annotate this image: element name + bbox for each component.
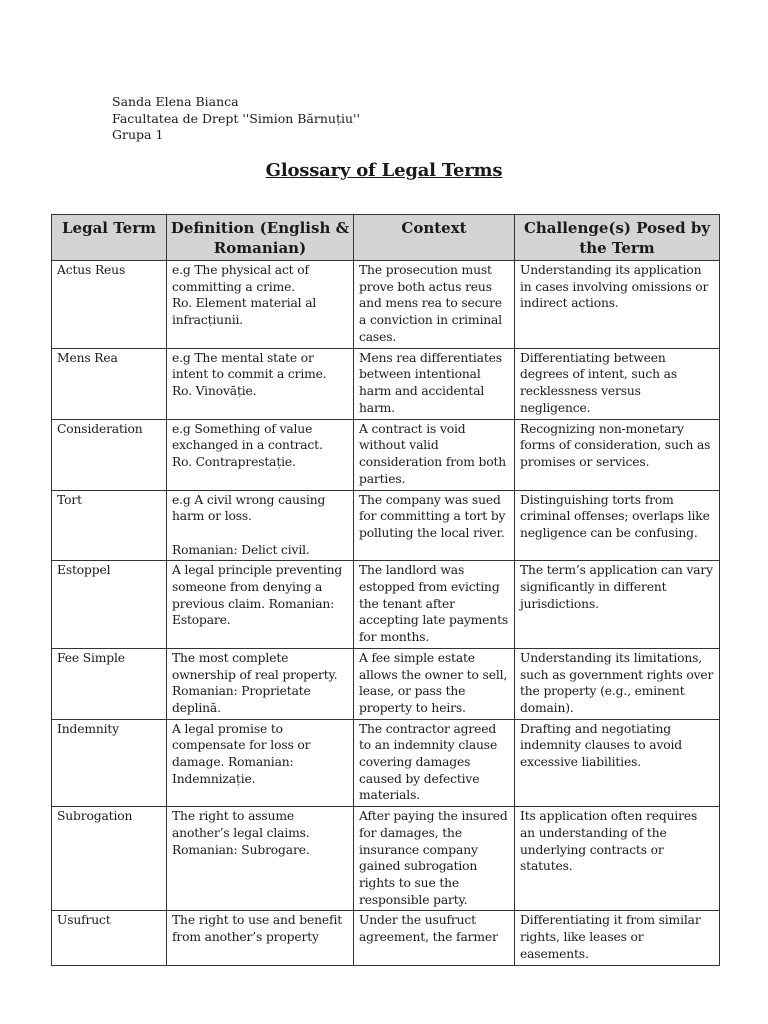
page-title: Glossary of Legal Terms [265,160,503,181]
table-row [52,490,720,561]
document-header [112,94,360,144]
definition-cell: e.g The physical act of committing a crime. Ro. Element material al infracțiunii. [167,261,354,349]
context-cell: The prosecution must prove both actus reus and mens rea to secure a conviction in criminal cases. [354,261,515,349]
challenge-cell: Distinguishing torts from criminal offenses; overlaps like negligence can be confusing. [515,490,720,561]
challenge-cell: Understanding its application in cases involving omissions or indirect actions. [515,261,720,349]
faculty-name: Facultatea de Drept ''Simion Bărnuțiu'' [112,110,360,126]
definition-cell: The most complete ownership of real property. Romanian: Proprietate deplină. [167,648,354,719]
challenge-cell: Drafting and negotiating indemnity clauses to avoid excessive liabilities. [515,719,720,807]
context-cell: Mens rea differentiates between intentional harm and accidental harm. [354,348,515,419]
context-cell: After paying the insured for damages, the insurance company gained subrogation rights to sue the responsible party. [354,807,515,911]
term-cell: Mens Rea [52,348,167,419]
term-cell: Consideration [52,419,167,490]
context-cell: A contract is void without valid consideration from both parties. [354,419,515,490]
challenge-cell: Recognizing non-monetary forms of consideration, such as promises or services. [515,419,720,490]
author-name: Sanda Elena Bianca [112,94,239,109]
term-cell: Subrogation [52,807,167,911]
context-cell: The contractor agreed to an indemnity clause covering damages caused by defective materials. [354,719,515,807]
table-row [52,348,720,419]
table-row [52,261,720,349]
definition-cell: e.g Something of value exchanged in a contract. Ro. Contraprestație. [167,419,354,490]
definition-cell: e.g The mental state or intent to commit a crime. Ro. Vinovăție. [167,348,354,419]
term-cell: Tort [52,490,167,561]
table-row [52,807,720,911]
column-header-challenge: Challenge(s) Posed by the Term [515,215,720,261]
definition-cell: e.g A civil wrong causing harm or loss. Romanian: Delict civil. [167,490,354,561]
context-cell: The landlord was estopped from evicting the tenant after accepting late payments for months. [354,561,515,649]
definition-cell: A legal principle preventing someone from denying a previous claim. Romanian: Estopare. [167,561,354,649]
term-cell: Estoppel [52,561,167,649]
context-cell: A fee simple estate allows the owner to sell, lease, or pass the property to heirs. [354,648,515,719]
context-cell: The company was sued for committing a tort by polluting the local river. [354,490,515,561]
column-header-legal-term: Legal Term [52,215,167,261]
table-header-row [52,215,720,261]
column-header-context: Context [354,215,515,261]
challenge-cell: Its application often requires an understanding of the underlying contracts or statutes. [515,807,720,911]
table-row [52,561,720,649]
context-cell: Under the usufruct agreement, the farmer [354,911,515,965]
term-cell: Fee Simple [52,648,167,719]
glossary-table [51,214,720,966]
definition-cell: The right to assume another’s legal claims. Romanian: Subrogare. [167,807,354,911]
table-row [52,419,720,490]
term-cell: Actus Reus [52,261,167,349]
table-row [52,911,720,965]
column-header-definition: Definition (English & Romanian) [167,215,354,261]
challenge-cell: Understanding its limitations, such as government rights over the property (e.g., eminent domain). [515,648,720,719]
group-name: Grupa 1 [112,127,164,142]
table-row [52,648,720,719]
term-cell: Indemnity [52,719,167,807]
term-cell: Usufruct [52,911,167,965]
challenge-cell: The term’s application can vary significantly in different jurisdictions. [515,561,720,649]
challenge-cell: Differentiating between degrees of intent, such as recklessness versus negligence. [515,348,720,419]
challenge-cell: Differentiating it from similar rights, like leases or easements. [515,911,720,965]
definition-cell: A legal promise to compensate for loss or damage. Romanian: Indemnizație. [167,719,354,807]
definition-cell: The right to use and benefit from another’s property [167,911,354,965]
table-row [52,719,720,807]
